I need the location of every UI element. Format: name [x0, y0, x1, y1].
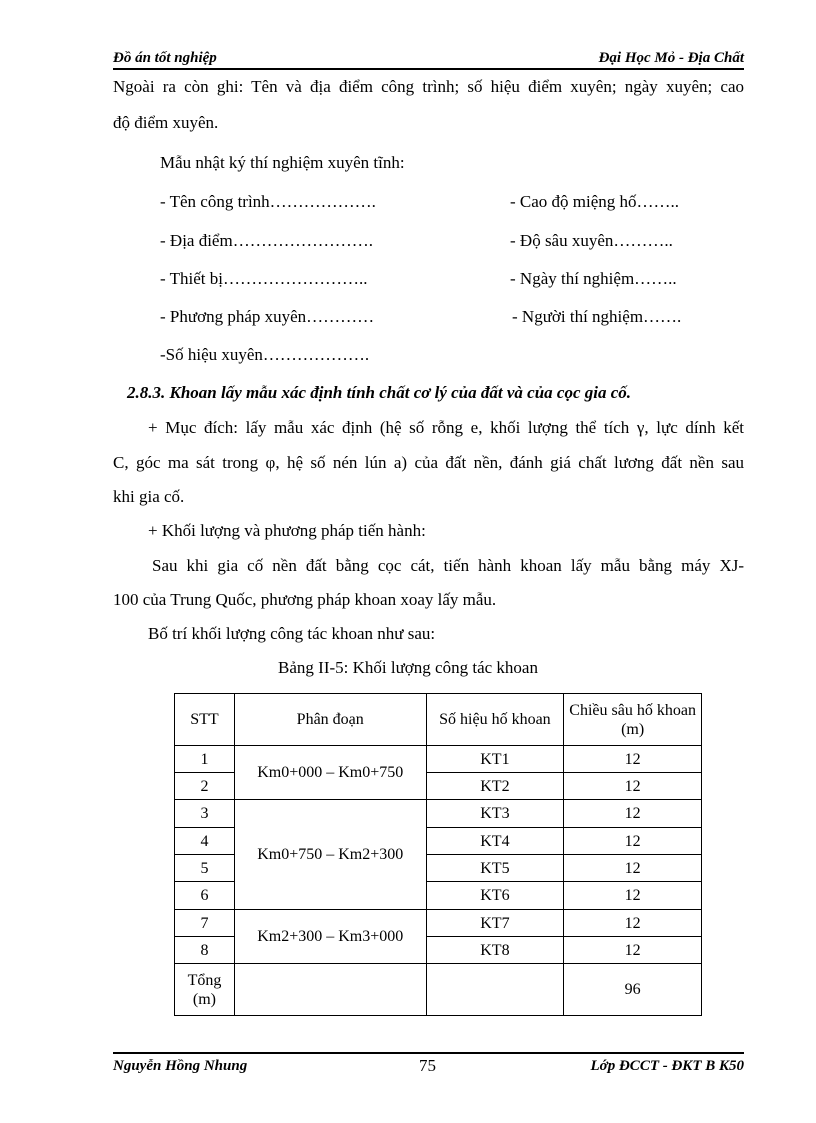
cell-hole: KT8 [426, 937, 564, 964]
header-right: Đại Học Mỏ - Địa Chất [598, 50, 744, 66]
intro-line-2: độ điểm xuyên. [113, 113, 219, 132]
page-footer [113, 1052, 744, 1076]
form-right-1: - Cao độ miệng hố…….. [510, 192, 680, 211]
section-heading: 2.8.3. Khoan lấy mẫu xác định tính chất cơ lý của đất và của cọc gia cố. [127, 383, 632, 402]
table-row [175, 800, 702, 828]
page-number: 75 [419, 1056, 436, 1075]
method-title: + Khối lượng và phương pháp tiến hành: [148, 521, 426, 540]
cell-hole: KT4 [426, 828, 564, 855]
cell-stt: 3 [175, 800, 235, 828]
cell-stt: 7 [175, 910, 235, 937]
form-right-3: - Ngày thí nghiệm…….. [510, 269, 677, 288]
cell-stt: 5 [175, 855, 235, 882]
header-hole: Số hiệu hố khoan [426, 694, 564, 746]
form-left-2: - Địa điểm……………………. [160, 231, 373, 250]
footer-author: Nguyễn Hồng Nhung [113, 1058, 248, 1074]
form-left-3: - Thiết bị…………………….. [160, 269, 368, 288]
total-value: 96 [564, 964, 702, 1016]
cell-stt: 2 [175, 773, 235, 800]
total-empty-segment [234, 964, 426, 1016]
cell-depth: 12 [564, 746, 702, 773]
method-line-2: 100 của Trung Quốc, phương pháp khoan xoay lấy mẫu. [113, 590, 497, 609]
header-left: Đồ án tốt nghiệp [113, 50, 217, 66]
drilling-table [174, 693, 702, 1016]
total-label: Tổng (m) [175, 964, 235, 1016]
table-row [175, 746, 702, 773]
purpose-line-3: khi gia cố. [113, 487, 185, 506]
header-stt: STT [175, 694, 235, 746]
method-line-1: Sau khi gia cố nền đất bằng cọc cát, tiến hành khoan lấy mẫu bằng máy XJ- [152, 556, 744, 575]
cell-stt: 6 [175, 882, 235, 910]
sample-title: Mẫu nhật ký thí nghiệm xuyên tĩnh: [160, 153, 405, 172]
page-header [113, 48, 744, 70]
cell-hole: KT3 [426, 800, 564, 828]
purpose-line-2: C, góc ma sát trong φ, hệ số nén lún a) của đất nền, đánh giá chất lương đất nền sau [113, 453, 744, 472]
cell-hole: KT6 [426, 882, 564, 910]
form-left-5: -Số hiệu xuyên………………. [160, 345, 370, 364]
intro-line-1: Ngoài ra còn ghi: Tên và địa điểm công trình; số hiệu điểm xuyên; ngày xuyên; cao [113, 77, 744, 96]
cell-depth: 12 [564, 937, 702, 964]
cell-segment: Km0+000 – Km0+750 [234, 746, 426, 800]
layout-line: Bố trí khối lượng công tác khoan như sau: [148, 624, 436, 643]
cell-depth: 12 [564, 855, 702, 882]
form-left-1: - Tên công trình………………. [160, 192, 376, 211]
cell-hole: KT7 [426, 910, 564, 937]
cell-segment: Km2+300 – Km3+000 [234, 910, 426, 964]
table-header-row [175, 694, 702, 746]
cell-depth: 12 [564, 882, 702, 910]
table-caption: Bảng II-5: Khối lượng công tác khoan [278, 658, 538, 677]
table-row [175, 910, 702, 937]
purpose-line-1: + Mục đích: lấy mẫu xác định (hệ số rỗng e, khối lượng thể tích γ, lực dính kết [148, 418, 744, 437]
header-depth: Chiều sâu hố khoan (m) [564, 694, 702, 746]
total-empty-hole [426, 964, 564, 1016]
cell-stt: 8 [175, 937, 235, 964]
table-total-row [175, 964, 702, 1016]
cell-depth: 12 [564, 800, 702, 828]
cell-hole: KT5 [426, 855, 564, 882]
cell-stt: 1 [175, 746, 235, 773]
cell-depth: 12 [564, 828, 702, 855]
cell-depth: 12 [564, 910, 702, 937]
cell-depth: 12 [564, 773, 702, 800]
form-left-4: - Phương pháp xuyên………… [160, 307, 375, 326]
cell-stt: 4 [175, 828, 235, 855]
form-right-4: - Người thí nghiệm……. [512, 307, 682, 326]
cell-segment: Km0+750 – Km2+300 [234, 800, 426, 910]
form-right-2: - Độ sâu xuyên……….. [510, 231, 673, 250]
header-segment: Phân đoạn [234, 694, 426, 746]
cell-hole: KT1 [426, 746, 564, 773]
footer-class: Lớp ĐCCT - ĐKT B K50 [590, 1058, 744, 1074]
cell-hole: KT2 [426, 773, 564, 800]
